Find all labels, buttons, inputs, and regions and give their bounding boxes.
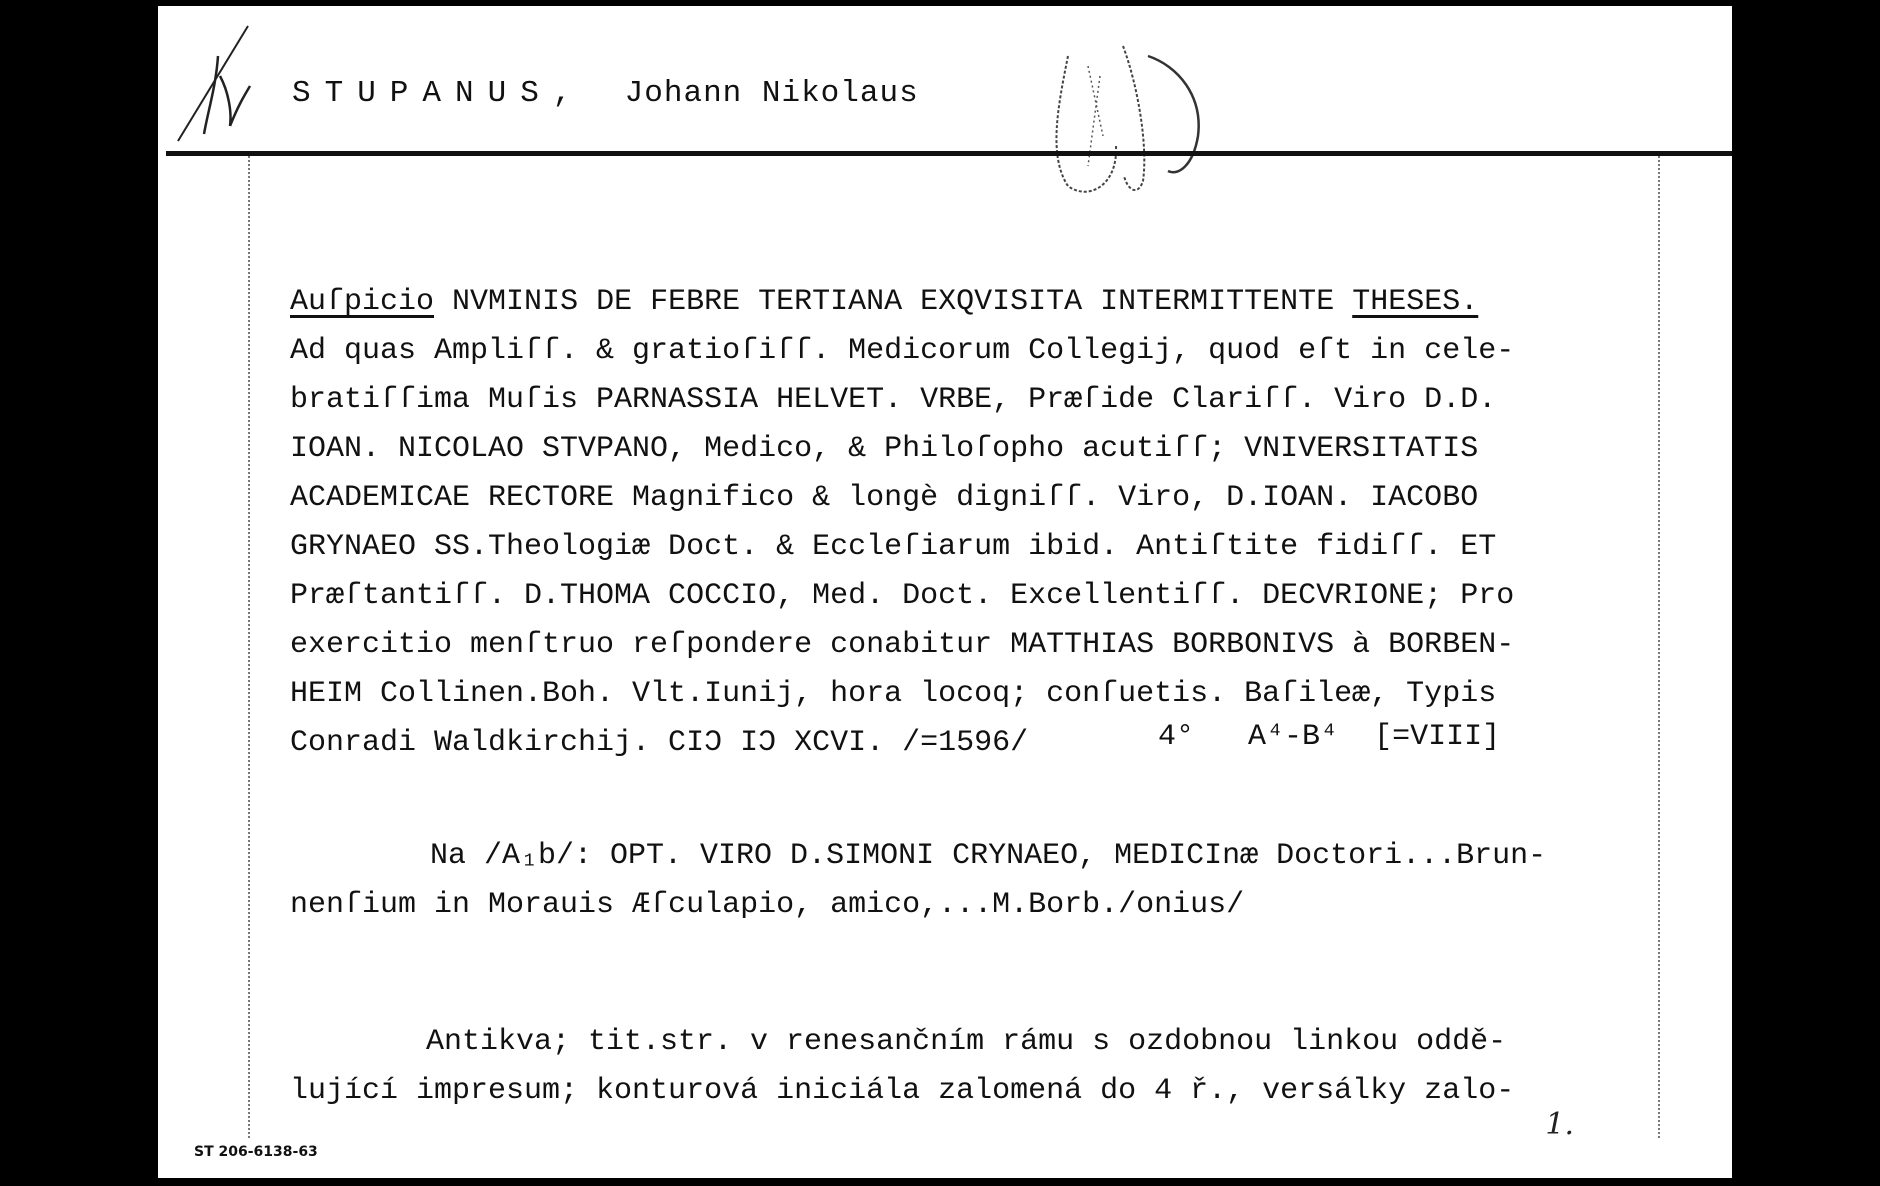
title-last-word: THESES. bbox=[1352, 285, 1479, 319]
left-margin-line bbox=[248, 156, 250, 1138]
description-line: Antikva; tit.str. v renesančním rámu s ozdobnou linkou oddě- bbox=[426, 1025, 1507, 1059]
catalog-card bbox=[158, 6, 1732, 1178]
dedication-line: Na /A₁b/: OPT. VIRO D.SIMONI CRYNAEO, MEDICInæ Doctori...Brun- bbox=[430, 839, 1547, 873]
card-heading bbox=[292, 76, 919, 111]
title-line: bratiſſima Muſis PARNASSIA HELVET. VRBE, Præſide Clariſſ. Viro D.D. bbox=[290, 383, 1497, 417]
margin-handwritten-note: 1. bbox=[1545, 1107, 1574, 1142]
card-footer-code: ST 206-6138-63 bbox=[194, 1144, 318, 1160]
description-note bbox=[290, 1018, 1640, 1116]
format: 4° bbox=[1158, 720, 1195, 754]
description-line: lující impresum; konturová iniciála zalomená do 4 ř., versálky zalo- bbox=[290, 1074, 1515, 1108]
handwritten-mark-left bbox=[168, 16, 288, 146]
title-line: Conradi Waldkirchij. CIƆ IƆ XCVI. /=1596/ bbox=[290, 726, 1029, 760]
handwritten-scribble bbox=[1028, 26, 1228, 206]
format-collation bbox=[1158, 720, 1500, 754]
collation: A⁴-B⁴ bbox=[1248, 720, 1339, 754]
title-line: Auſpicio NVMINIS DE FEBRE TERTIANA EXQVISITA INTERMITTENTE THESES. bbox=[290, 285, 1479, 319]
title-transcription bbox=[290, 278, 1640, 768]
title-line: GRYNAEO SS.Theologiæ Doct. & Eccleſiarum ibid. Antiſtite fidiſſ. ET bbox=[290, 530, 1497, 564]
title-line: ACADEMICAE RECTORE Magnifico & longè digniſſ. Viro, D.IOAN. IACOBO bbox=[290, 481, 1479, 515]
title-line: exercitio menſtruo reſpondere conabitur MATTHIAS BORBONIVS à BORBEN- bbox=[290, 628, 1515, 662]
title-line: HEIM Collinen.Boh. Vlt.Iunij, hora locoq; conſuetis. Baſileæ, Typis bbox=[290, 677, 1497, 711]
header-rule bbox=[166, 151, 1732, 156]
title-line: Ad quas Ampliſſ. & gratioſiſſ. Medicorum Collegij, quod eſt in cele- bbox=[290, 334, 1515, 368]
leaf-count: [=VIII] bbox=[1374, 720, 1501, 754]
title-first-word: Auſpicio bbox=[290, 285, 435, 319]
title-line: Præſtantiſſ. D.THOMA COCCIO, Med. Doct. Excellentiſſ. DECVRIONE; Pro bbox=[290, 579, 1515, 613]
dedication-line: nenſium in Morauis Æſculapio, amico,...M.Borb./onius/ bbox=[290, 888, 1245, 922]
heading-given-names: Johann Nikolaus bbox=[624, 76, 919, 111]
title-line: IOAN. NICOLAO STVPANO, Medico, & Philoſopho acutiſſ; VNIVERSITATIS bbox=[290, 432, 1479, 466]
heading-surname: STUPANUS, bbox=[292, 76, 586, 111]
right-margin-line bbox=[1658, 156, 1660, 1138]
dedication-note bbox=[290, 832, 1640, 930]
